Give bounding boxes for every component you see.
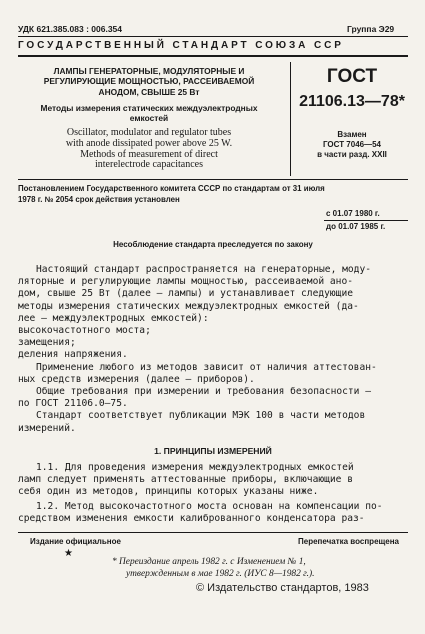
paragraph-line: 1.1. Для проведения измерения междуэлектродных емкостей — [36, 462, 354, 473]
replaces-line: ГОСТ 7046—54 — [322, 140, 382, 149]
intro-line: дом, свыше 25 Вт (далее — лампы) и устанавливает следующие — [18, 288, 354, 300]
title-vertical-rule — [290, 62, 291, 176]
copyright: © Издательство стандартов, 1983 — [196, 582, 369, 594]
intro-line: замещения; — [18, 337, 76, 349]
ru-title — [18, 66, 280, 97]
intro-line: Общие требования при измерении и требования безопасности — — [36, 386, 372, 398]
intro-line: Настоящий стандарт распространяется на генераторные, моду- — [36, 264, 372, 275]
intro-line: ных средств измерения (далее — приборов). — [18, 373, 255, 385]
intro-line: измерений. — [18, 422, 76, 434]
ru-subtitle-line: емкостей — [129, 113, 169, 124]
effective-to: до 01.07 1985 г. — [326, 222, 386, 231]
section-paragraph-2 — [18, 501, 408, 525]
ru-title-line: ЛАМПЫ ГЕНЕРАТОРНЫЕ, МОДУЛЯТОРНЫЕ И — [53, 66, 245, 76]
group-code: Группа Э29 — [347, 24, 395, 34]
effective-from: с 01.07 1980 г. — [326, 209, 380, 218]
effective-rule — [324, 220, 408, 221]
header-top-rule — [18, 36, 408, 37]
legal-notice: Несоблюдение стандарта преследуется по закону — [113, 240, 313, 249]
note-line: * Переиздание апрель 1982 г. с Изменением № 1, — [112, 557, 306, 567]
paragraph-line: ламп следует применять аттестованные приборы, включающие в — [18, 474, 354, 486]
intro-line: высокочастотного моста; — [18, 325, 151, 337]
intro-line: деления напряжения. — [18, 349, 128, 361]
paragraph-line: себя один из методов, принципы которых указаны ниже. — [18, 486, 319, 498]
ru-subtitle-line: Методы измерения статических междуэлектродных — [40, 103, 258, 113]
intro-line: Стандарт соответствует публикации МЭК 100 в части методов — [36, 410, 366, 422]
paragraph-line: средством изменения емкости калиброванного конденсатора раз- — [18, 513, 365, 525]
en-title — [18, 128, 280, 171]
gost-number: 21106.13—78* — [299, 93, 405, 110]
section-paragraph-1 — [18, 462, 408, 499]
intro-text — [18, 264, 408, 435]
decree-line-2: 1978 г. № 2054 срок действия установлен — [18, 195, 180, 204]
replaces-line: в части разд. XXII — [317, 150, 387, 159]
standard-title: ГОСУДАРСТВЕННЫЙ СТАНДАРТ СОЮЗА ССР — [18, 40, 344, 51]
title-bottom-rule — [18, 179, 408, 180]
en-title-line: interelectrode capacitances — [95, 159, 203, 171]
intro-line: Применение любого из методов зависит от наличия аттестован- — [36, 361, 377, 373]
section-heading: 1. ПРИНЦИПЫ ИЗМЕРЕНИЙ — [154, 446, 272, 456]
reprint-note — [112, 557, 315, 580]
ru-title-line: АНОДОМ, СВЫШЕ 25 Вт — [98, 86, 200, 97]
en-title-line: with anode dissipated power above 25 W. — [65, 137, 233, 149]
intro-line: лее — междуэлектродных емкостей): — [18, 312, 209, 324]
replaces-block — [296, 130, 408, 160]
header-bottom-rule — [18, 55, 408, 57]
udk-code: УДК 621.385.083 : 006.354 — [18, 24, 123, 34]
intro-line: по ГОСТ 21106.0—75. — [18, 398, 128, 410]
note-line: утвержденным в мае 1982 г. (ИУС 8—1982 г.). — [126, 568, 315, 579]
official-edition: Издание официальное — [30, 537, 121, 546]
footer-rule — [18, 532, 408, 533]
ru-title-line: РЕГУЛИРУЮЩИЕ МОЩНОСТЬЮ, РАССЕИВАЕМОЙ — [43, 76, 255, 87]
intro-line: ляторные и регулирующие лампы мощностью, рассеиваемой ано- — [18, 276, 354, 288]
paragraph-line: 1.2. Метод высокочастотного моста основан на компенсации по- — [36, 501, 383, 512]
intro-line: методы измерения статических междуэлектродных емкостей (да- — [18, 300, 359, 312]
replaces-line: Взамен — [337, 130, 367, 139]
en-title-line: Methods of measurement of direct — [80, 148, 218, 160]
reprint-notice: Перепечатка воспрещена — [298, 537, 399, 546]
decree-line-1: Постановлением Государственного комитета СССР по стандартам от 31 июля — [18, 184, 325, 193]
star-icon: ★ — [64, 548, 73, 559]
gost-label: ГОСТ — [326, 66, 378, 87]
ru-subtitle — [18, 103, 280, 124]
en-title-line: Oscillator, modulator and regulator tubes — [66, 127, 232, 138]
